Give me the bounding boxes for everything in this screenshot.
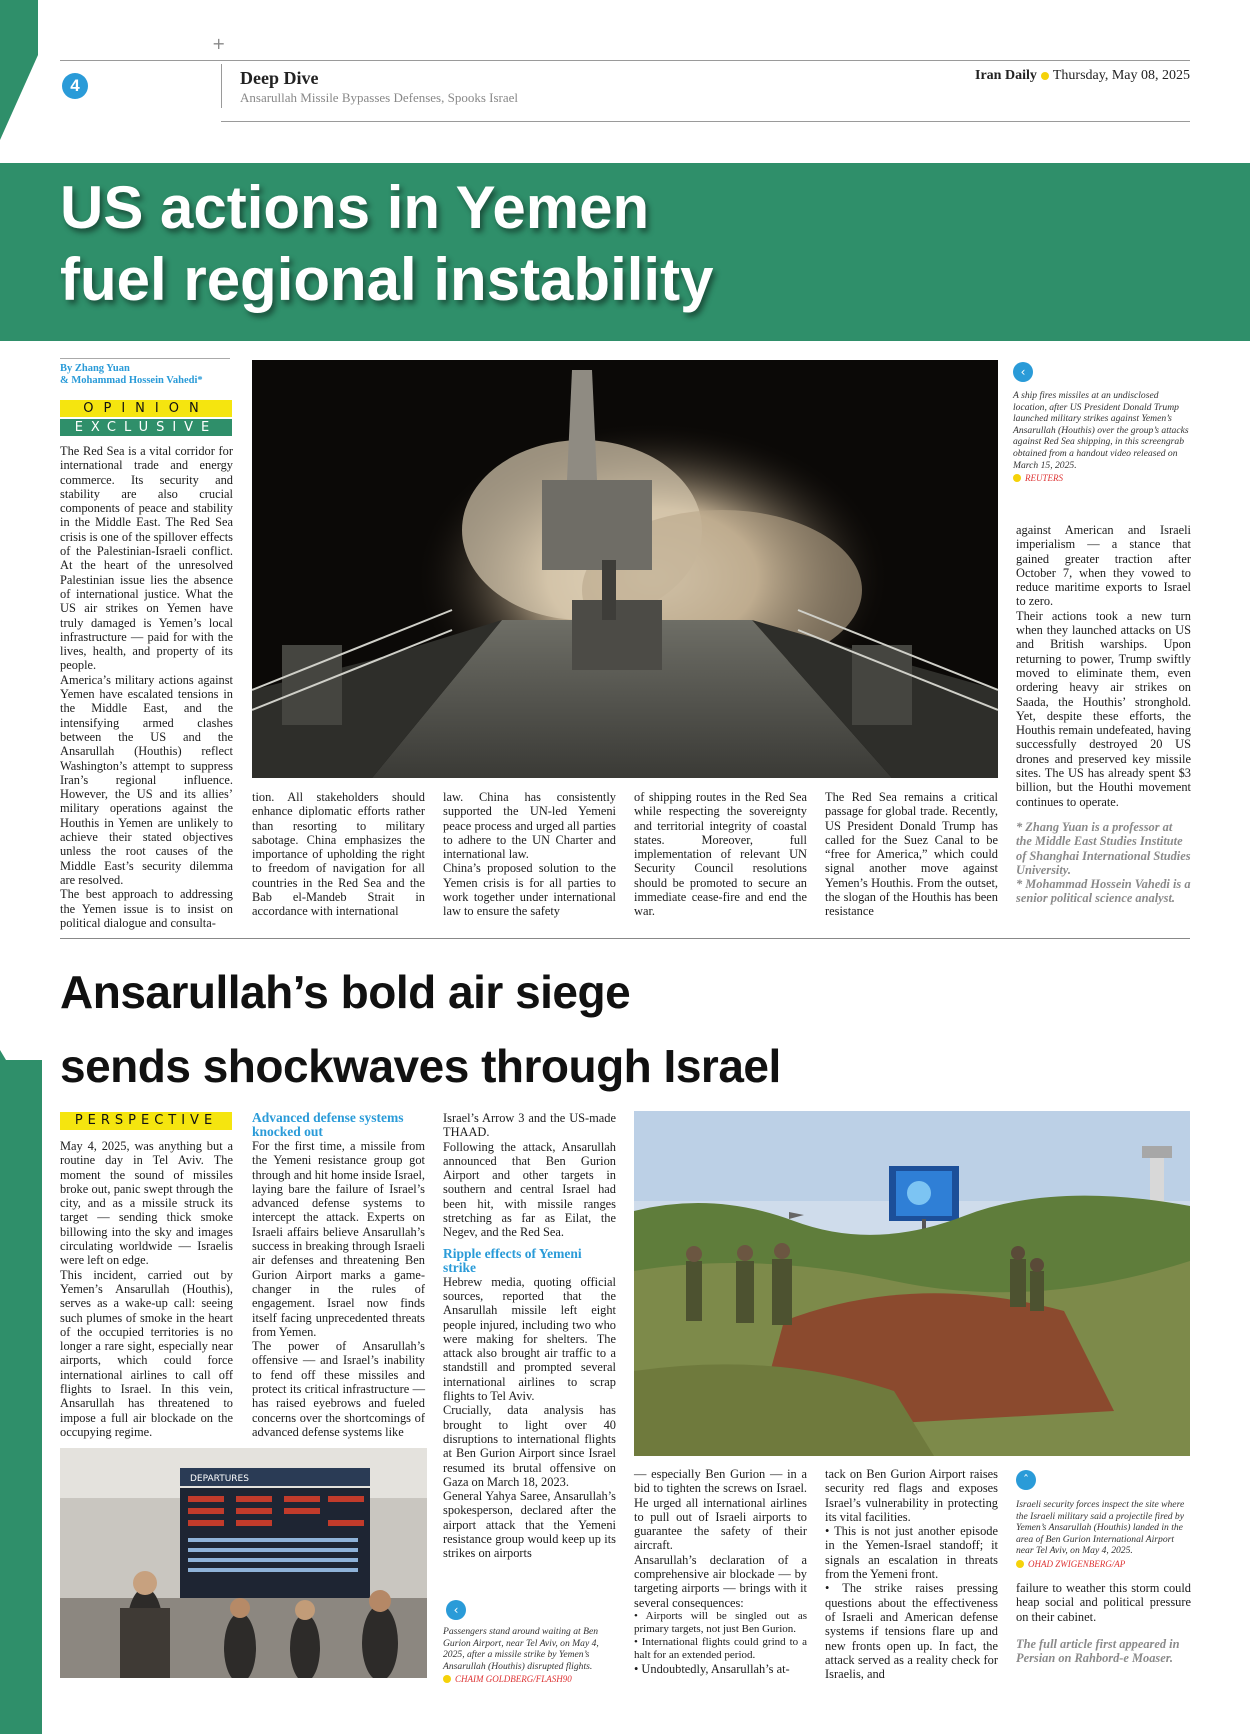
article2-column-6 xyxy=(1016,1581,1191,1624)
paragraph: This incident, carried out by Yemen’s Ansarullah (Houthis), serves as a wake-up call: seeing such plumes of smoke in the heart of the occupied territories is no longer a rare sight, especially near airports, which could force international airlines to call off flights to Israel. In this vein, Ansarullah has threatened to impose a full air blockade on the occupying regime. xyxy=(60,1267,233,1439)
paragraph: failure to weather this storm could heap social and political pressure on their cabinet. xyxy=(1016,1581,1191,1624)
previous-arrow-icon[interactable]: ‹ xyxy=(1013,362,1033,382)
issue-date: Thursday, May 08, 2025 xyxy=(1052,68,1190,83)
photo-caption: Passengers stand around waiting at Ben Gurion Airport, near Tel Aviv, on May 4, 2025, after a missile strike by Yemen’s Ansarullah (Houthis) disrupted flights. xyxy=(443,1626,599,1672)
yellow-dot-icon xyxy=(1016,1560,1024,1568)
header-plus-mark: + xyxy=(212,34,226,53)
photo-credit: OHAD ZWIGENBERG/AP xyxy=(1016,1559,1191,1569)
section-subtitle: Ansarullah Missile Bypasses Defenses, Spooks Israel xyxy=(240,90,519,105)
bullet-item: • The strike raises pressing questions about the effectiveness of Israeli and American defense systems if tensions flare up and new fronts open up. In fact, the attack served as a reality check for Israelis, and xyxy=(825,1581,998,1682)
headline-line-1: US actions in Yemen xyxy=(60,174,650,241)
paragraph: Hebrew media, quoting official sources, reported that the Ansarullah missile left eight people injured, including two who were making for shelters. The attack also brought air traffic to a standstill and prompted several international airlines to scrap flights to Tel Aviv. xyxy=(443,1274,616,1404)
headline-line-2: sends shockwaves through Israel xyxy=(60,1040,781,1092)
subheading: Ripple effects of Yemeni strike xyxy=(443,1245,582,1275)
byline xyxy=(60,363,203,387)
paragraph: — especially Ben Gurion — in a bid to tighten the screws on Israel. He urged all international airlines to pull out of Israeli airports to guarantee the safety of their aircraft. xyxy=(634,1467,807,1553)
photo-caption: A ship fires missiles at an undisclosed location, after US President Donald Trump launched military strikes against Yemen’s Ansarullah (Houthis) over the group’s attacks against Red Sea shipping, in this screengrab obtained from a handout video released on March 15, 2025. xyxy=(1013,390,1189,471)
paper-name: Iran Daily xyxy=(975,68,1037,83)
yellow-dot-icon xyxy=(1041,72,1049,80)
previous-arrow-icon[interactable]: ‹ xyxy=(446,1600,466,1620)
paragraph: May 4, 2025, was anything but a routine day in Tel Aviv. The moment the sound of missiles broke out, panic swept through the city, and as a missile struck its target — sending thick smoke billowing into the sky and images circulating worldwide — Israelis were left on edge. xyxy=(60,1139,233,1268)
paragraph: Following the attack, Ansarullah announced that Ben Gurion Airport and other targets in southern and central Israel had been hit, with missile ranges stretching as far as Eilat, the Negev, and the Red Sea. xyxy=(443,1139,616,1240)
airport-passengers-photo xyxy=(60,1448,427,1678)
article2-column-1 xyxy=(60,1139,233,1439)
opinion-tag: OPINION xyxy=(60,400,232,417)
header-divider xyxy=(221,64,222,108)
exclusive-tag: EXCLUSIVE xyxy=(60,419,232,436)
paragraph: Crucially, data analysis has brought to light over 40 disruptions to international flights at Ben Gurion Airport since Israel resumed its brutal offensive on Gaza on March 18, 2023. xyxy=(443,1403,616,1489)
article1-headline xyxy=(60,172,713,316)
paragraph: law. China has consistently supported the UN-led Yemeni peace process and urged all parties to adhere to the UN Charter and international law. xyxy=(443,790,616,862)
article2-column-5 xyxy=(825,1467,998,1681)
bullet-item: • Undoubtedly, Ansarullah’s at- xyxy=(634,1661,790,1676)
article2-column-2 xyxy=(252,1111,425,1439)
paragraph: against American and Israeli imperialism — a stance that gained greater traction after October 7, when they vowed to reduce maritime exports to Israel to zero. xyxy=(1016,523,1191,609)
security-forces-photo xyxy=(634,1111,1190,1456)
headline-line-2: fuel regional instability xyxy=(60,246,714,313)
header-rule xyxy=(60,60,1190,61)
bullet-item: • This is not just another episode in the Yemen-Israel standoff; it signals an escalation in threats from the Yemeni front. xyxy=(825,1524,998,1582)
author-note: * Mohammad Hossein Vahedi is a senior political science analyst. xyxy=(1016,877,1191,906)
footnote: The full article first appeared in Persian on Rahbord-e Moaser. xyxy=(1016,1637,1180,1666)
paragraph: Their actions took a new turn when they launched attacks on US and British warships. Upon returning to power, Trump swiftly moved to eliminate them, even ordering heavy air strikes on Saada, the Houthis’ stronghold. Yet, despite these efforts, the Houthis remain undefeated, having successfully destroyed 20 US drones and preserved key missile sites. The US has already spent $3 billion, but the Houthi movement continues to operate. xyxy=(1016,608,1191,809)
subheading: Advanced defense systems knocked out xyxy=(252,1110,404,1139)
paper-dateline xyxy=(975,68,1190,84)
paragraph: The power of Ansarullah’s offensive — and Israel’s inability to fend off these missiles and protect its critical infrastructure — has raised eyebrows and fueled concerns over the shortcomings of advanced defense systems like xyxy=(252,1339,425,1439)
article1-column-3 xyxy=(443,790,616,919)
paragraph: Ansarullah’s declaration of a comprehensive air blockade — by targeting airports — brings with it several consequences: xyxy=(634,1552,807,1610)
author-notes xyxy=(1016,820,1191,906)
byline-author-1: By Zhang Yuan xyxy=(60,363,130,374)
paragraph: The Red Sea is a vital corridor for international trade and energy commerce. Its security and stability are also crucial components of peace and stability in the Middle East. The Red Sea crisis is one of the spillover effects of the Palestinian-Israeli conflict. At the heart of the unresolved Palestinian issue lies the absence of international justice. What the US air strikes on Yemen have truly damaged is Yemen’s local infrastructure — paid for with the lives, health, and property of its people. xyxy=(60,444,233,673)
page-number-badge: 4 xyxy=(62,73,88,99)
bullet-item: • Airports will be singled out as primary targets, not just Ben Gurion. xyxy=(634,1609,807,1635)
article1-column-1 xyxy=(60,444,233,930)
section-separator xyxy=(60,938,1190,939)
photo-credit: REUTERS xyxy=(1013,473,1191,483)
byline-author-2: & Mohammad Hossein Vahedi* xyxy=(60,375,203,386)
paragraph: of shipping routes in the Red Sea while respecting the sovereignty and territorial integrity of coastal states. Moreover, full implementation of relevant UN Security Council resolutions should be promoted to secure an immediate cease-fire and end the war. xyxy=(634,790,807,919)
billboard-text: DEPARTURES xyxy=(190,1474,249,1484)
headline-line-1: Ansarullah’s bold air siege xyxy=(60,966,631,1018)
paragraph: The Red Sea remains a critical passage for global trade. Recently, US President Donald Trump has called for the Suez Canal to be “free for America,” which could signal another move against Yemen’s Houthis. From the outset, the slogan of the Houthis has been resistance xyxy=(825,790,998,919)
photo-caption: Israeli security forces inspect the site where the Israeli military said a projectile fired by Yemen’s Ansarullah (Houthis) landed in the area of Ben Gurion International Airport near Tel Aviv, on May 4, 2025. xyxy=(1016,1499,1185,1557)
byline-rule xyxy=(60,358,230,359)
paragraph: Israel’s Arrow 3 and the US-made THAAD. xyxy=(443,1111,616,1140)
up-arrow-icon[interactable]: ˆ xyxy=(1016,1470,1036,1490)
paragraph: General Yahya Saree, Ansarullah’s spokesperson, declared after the airport attack that the Yemeni resistance group would keep up its strikes on airports xyxy=(443,1489,616,1561)
header-bottom-rule xyxy=(221,121,1190,122)
security-photo-caption-block xyxy=(1016,1499,1191,1569)
article2-headline xyxy=(60,955,781,1103)
airport-photo-caption-block xyxy=(443,1626,618,1684)
photo-credit: CHAIM GOLDBERG/FLASH90 xyxy=(443,1674,618,1684)
yellow-dot-icon xyxy=(443,1675,451,1683)
article2-column-4 xyxy=(634,1467,807,1676)
yellow-dot-icon xyxy=(1013,474,1021,482)
warship-missile-photo xyxy=(252,360,998,778)
author-note: * Zhang Yuan is a professor at the Middle East Studies Institute of Shanghai International Studies University. xyxy=(1016,820,1191,877)
paragraph: For the first time, a missile from the Yemeni resistance group got through and hit home inside Israel, laying bare the failure of Israel’s advanced defense systems to intercept the attack. Experts on Israeli affairs believe Ansarullah’s success in breaking through Israeli air defenses and threatening Ben Gurion Airport marks a game-changer in the rules of engagement. Israel now finds itself facing unprecedented threats from Yemen. xyxy=(252,1139,425,1339)
section-title: Deep Dive xyxy=(240,68,319,88)
article2-column-3 xyxy=(443,1111,616,1561)
paragraph: The best approach to addressing the Yemen issue is to insist on political dialogue and consulta- xyxy=(60,887,233,930)
bullet-item: • International flights could grind to a halt for an extended period. xyxy=(634,1635,807,1661)
paragraph: tion. All stakeholders should enhance diplomatic efforts rather than resorting to military sabotage. China emphasizes the importance of upholding the right to freedom of navigation for all countries in the Red Sea and the Bab el-Mandeb Strait in accordance with international xyxy=(252,790,425,919)
paragraph: China’s proposed solution to the Yemen crisis is for all parties to work together under international law to ensure the safety xyxy=(443,861,616,919)
article1-column-2 xyxy=(252,790,425,919)
article1-column-4 xyxy=(634,790,807,919)
warship-photo-caption-block xyxy=(1013,390,1191,483)
article1-column-6 xyxy=(1016,523,1191,809)
paragraph: tack on Ben Gurion Airport raises security red flags and exposes Israel’s vulnerability in protecting its vital facilities. xyxy=(825,1467,998,1524)
perspective-tag: PERSPECTIVE xyxy=(60,1112,232,1130)
paragraph: America’s military actions against Yemen have escalated tensions in the Middle East, and the intensifying armed clashes between the US and the Ansarullah (Houthis) reflect Washington’s attempt to suppress Iran’s regional influence. However, the US and its allies’ military operations against the Houthis in Yemen are unlikely to achieve their stated objectives unless the root causes of the Middle East’s security dilemma are resolved. xyxy=(60,672,233,887)
article1-column-5 xyxy=(825,790,998,919)
